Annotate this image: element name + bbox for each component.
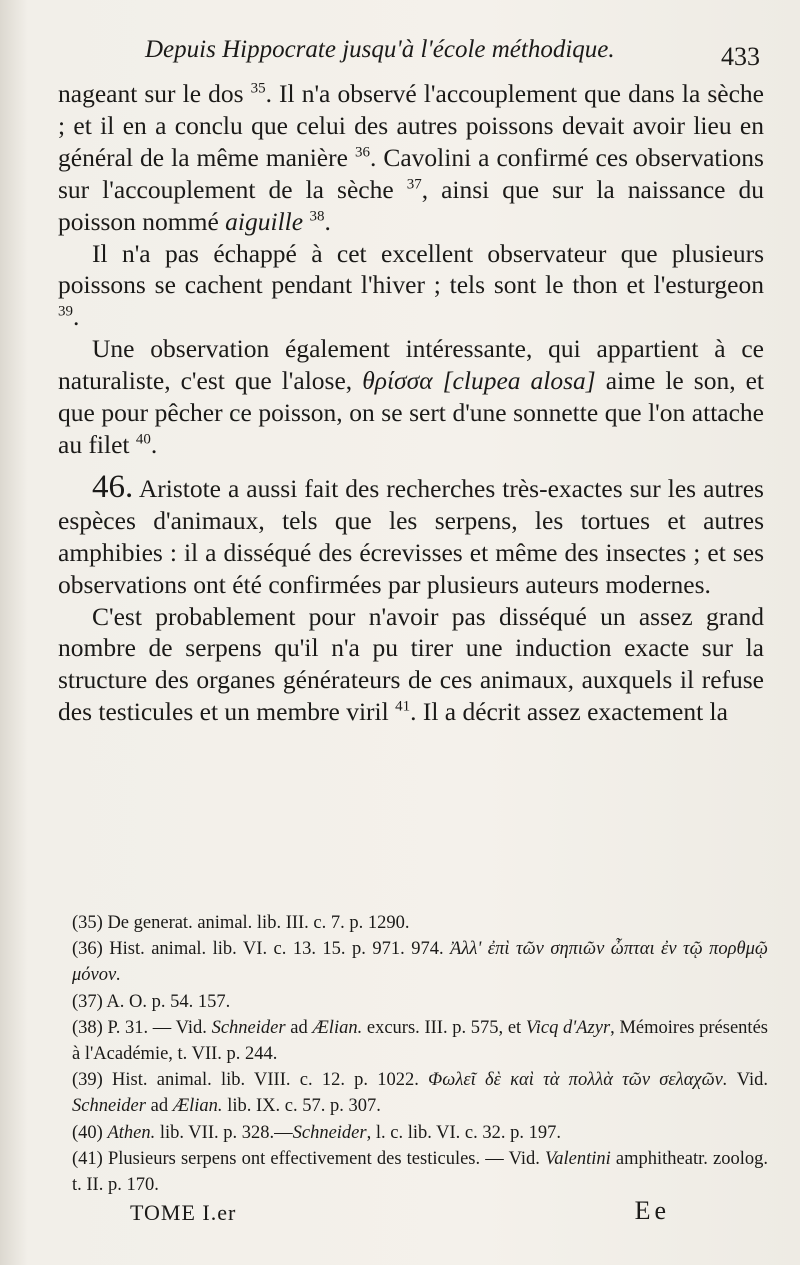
text-run: lib. IX. c. 57. p. 307. <box>222 1096 381 1117</box>
paragraph <box>58 601 764 729</box>
italic-text: Schneider <box>72 1096 146 1117</box>
footnote-reference: 38 <box>309 208 325 225</box>
text-run: . <box>150 429 158 459</box>
italic-text: Ælian. <box>172 1096 223 1117</box>
signature-mark: Ee <box>634 1196 670 1225</box>
footnote-reference: 35 <box>250 80 266 97</box>
text-run: . <box>73 302 80 332</box>
text-run: , ainsi que sur la naissance du poisson nommé <box>58 174 764 236</box>
text-run: Il n'a pas échappé à cet excellent observateur que plusieurs poissons se cachent pendant l'hiver ; tels sont le thon et l'esturgeon <box>58 238 764 300</box>
section-number: 46. <box>92 468 134 505</box>
page-number: 433 <box>721 42 760 71</box>
footnote-reference: 36 <box>354 144 370 161</box>
text-run: (36) Hist. animal. lib. VI. c. 13. 15. p. 971. 974. <box>72 939 451 960</box>
running-head-title: Depuis Hippocrate jusqu'à l'école méthodique. <box>145 36 615 63</box>
footnote <box>72 1067 768 1119</box>
text-run: C'est probablement pour n'avoir pas disséqué un assez grand nombre de serpens qu'il n'a pu tirer une induction exacte sur la structure des organes générateurs de ces animaux, auxquels il refuse des testicules et un membre viril <box>58 601 764 727</box>
italic-text: Schneider <box>292 1122 367 1143</box>
text-run: nageant sur le dos <box>58 79 251 108</box>
text-run: (41) Plusieurs serpens ont effectivement des testicules. — Vid. <box>72 1148 545 1169</box>
text-run: (38) P. 31. — Vid. <box>72 1017 212 1038</box>
paragraph <box>58 78 764 238</box>
text-run: , Mémoires présentés à l'Académie, t. VII. p. 244. <box>72 1017 768 1065</box>
text-run: lib. VII. p. 328.— <box>155 1122 293 1143</box>
text-run: aime le son, et que pour pêcher ce poisson, on se sert d'une sonnette que l'on attache au filet <box>58 366 765 459</box>
italic-text: θρίσσα <box>362 366 433 396</box>
text-run: Vid. <box>727 1070 768 1091</box>
footnote <box>72 1120 768 1146</box>
italic-text: Schneider <box>211 1017 286 1038</box>
text-run: excurs. III. p. 575, et <box>362 1017 526 1038</box>
footnote-reference: 37 <box>406 176 422 193</box>
main-text <box>58 78 764 728</box>
italic-text: Φωλεῖ δὲ καὶ τὰ πολλὰ τῶν σελαχῶν. <box>428 1070 728 1091</box>
text-run: amphitheatr. zoolog. t. II. p. 170. <box>72 1148 768 1196</box>
footnote <box>72 1146 768 1198</box>
footnote-reference: 41 <box>395 698 411 715</box>
footnote-reference: 39 <box>58 303 73 320</box>
italic-text: [clupea alosa] <box>432 366 596 396</box>
paragraph <box>58 238 764 334</box>
footnote <box>72 989 768 1015</box>
text-run: . <box>324 206 331 236</box>
text-run: ad <box>145 1096 173 1117</box>
italic-text: Valentini <box>544 1148 611 1169</box>
text-run: (37) A. O. p. 54. 157. <box>72 991 231 1012</box>
footnote <box>72 936 768 988</box>
text-run: (35) De generat. animal. lib. III. c. 7. p. 1290. <box>72 913 410 933</box>
text-run: . Cavolini a confirmé ces observations sur l'accouplement de la sèche <box>58 142 764 204</box>
italic-text: Ælian. <box>312 1017 363 1038</box>
text-run: Une observation également intéressante, qui appartient à ce naturaliste, c'est que l'alose, <box>58 334 764 396</box>
text-run: . Il a décrit assez exactement la <box>410 697 728 727</box>
footnote <box>72 1015 768 1067</box>
text-run: (40) <box>72 1122 108 1143</box>
text-run: (39) Hist. animal. lib. VIII. c. 12. p. 1022. <box>72 1070 429 1091</box>
italic-text: Athen. <box>107 1122 156 1143</box>
footnote <box>72 910 768 936</box>
text-run: , l. c. lib. VI. c. 32. p. 197. <box>366 1122 562 1143</box>
text-run: . Il n'a observé l'accouplement que dans la sèche ; et il en a conclu que celui des autres poissons devait avoir lieu en général de la même manière <box>58 79 764 172</box>
text-run: ad <box>285 1017 313 1038</box>
page-footer <box>130 1196 670 1226</box>
footnote-reference: 40 <box>135 431 151 448</box>
footnotes <box>72 910 768 1198</box>
italic-text: Ἀλλ' ἐπὶ τῶν σηπιῶν ὦπται ἐν τῷ πορθμῷ μόνον. <box>72 939 768 986</box>
text-run: Aristote a aussi fait des recherches très-exactes sur les autres espèces d'animaux, tels que les serpens, les tortues et autres amphibies : il a disséqué des écrevisses et même des insectes ; et ses observations ont été confirmées par plusieurs auteurs modernes. <box>58 473 764 599</box>
italic-text: aiguille <box>225 206 304 236</box>
italic-text: Vicq d'Azyr <box>525 1017 611 1038</box>
paragraph <box>58 333 764 461</box>
volume-label: TOME I.er <box>130 1200 237 1225</box>
section-paragraph <box>58 468 764 601</box>
